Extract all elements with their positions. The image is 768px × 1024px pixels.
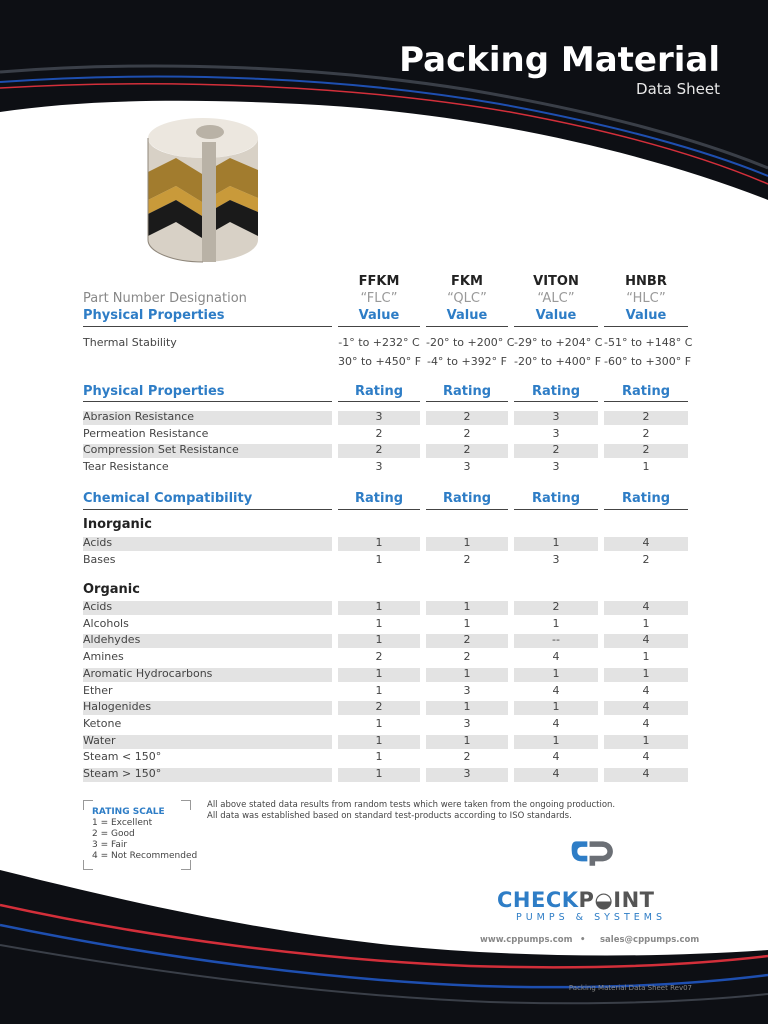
divider: [83, 326, 332, 327]
rating-cell: 1: [375, 633, 383, 647]
rating-cell: 2: [463, 633, 471, 647]
chem-rating-label-fkm: Rating: [442, 491, 491, 506]
rating-cell: 4: [552, 716, 560, 730]
row-label: Halogenides: [83, 700, 152, 714]
divider: [514, 326, 598, 327]
divider: [514, 509, 598, 510]
rating-cell: 4: [642, 716, 650, 730]
column-fkm-name: FKM: [451, 274, 483, 289]
rating-cell: 1: [375, 616, 383, 630]
rating-cell: 2: [463, 650, 471, 664]
rating-cell: 4: [642, 683, 650, 697]
rating-cell: 2: [552, 443, 560, 457]
box-corner: [83, 860, 93, 870]
inorganic-title: Inorganic: [83, 517, 152, 532]
rating-cell: 4: [642, 633, 650, 647]
email-link[interactable]: sales@cppumps.com: [600, 935, 700, 945]
rating-cell: 1: [375, 716, 383, 730]
thermal-fahrenheit-viton: -20° to +400° F: [514, 355, 602, 368]
row-label: Tear Resistance: [83, 460, 169, 474]
column-fkm-code: “QLC”: [447, 291, 487, 306]
brand-name-part1: CHECK: [497, 888, 579, 912]
rating-cell: 3: [552, 460, 560, 474]
rating-cell: 1: [375, 536, 383, 549]
row-label: Permeation Resistance: [83, 426, 209, 440]
rating-cell: 2: [375, 700, 383, 714]
divider: [83, 509, 332, 510]
rating-cell: 1: [552, 666, 560, 680]
rating-cell: 3: [375, 410, 383, 423]
rating-cell: 1: [552, 536, 560, 549]
rating-cell: 1: [375, 600, 383, 613]
brand-o-icon: ◒: [594, 888, 614, 912]
row-band: [83, 735, 332, 749]
rating-cell: 1: [642, 733, 650, 747]
row-label: Abrasion Resistance: [83, 410, 195, 423]
row-label: Ketone: [83, 716, 122, 730]
rating-scale-title: RATING SCALE: [92, 807, 165, 817]
physical-ratings-header: Physical Properties: [83, 384, 225, 399]
note-line-2: All data was established based on standard test-products according to ISO standards.: [207, 811, 572, 821]
rating-cell: 4: [552, 683, 560, 697]
rating-cell: 1: [375, 666, 383, 680]
divider: [604, 326, 688, 327]
rating-cell: 4: [642, 767, 650, 780]
part-number-label: Part Number Designation: [83, 291, 247, 306]
rating-scale-item: 1 = Excellent: [92, 818, 153, 828]
organic-title: Organic: [83, 582, 140, 597]
column-ffkm-code: “FLC”: [360, 291, 398, 306]
checkpoint-logo-icon: [496, 838, 692, 888]
rating-scale-item: 3 = Fair: [92, 840, 128, 850]
rating-label-fkm: Rating: [442, 384, 491, 399]
page-title: Packing Material: [399, 40, 720, 80]
rating-cell: 1: [375, 552, 383, 566]
rating-cell: 1: [375, 733, 383, 747]
divider: [604, 509, 688, 510]
row-label: Ether: [83, 683, 113, 697]
note-line-1: All above stated data results from random tests which were taken from the ongoing production.: [207, 800, 616, 810]
rating-cell: 4: [552, 750, 560, 764]
rating-cell: 1: [375, 683, 383, 697]
thermal-celsius-viton: -29° to +204° C: [514, 336, 603, 349]
physical-properties-header: Physical Properties: [83, 308, 225, 323]
divider: [83, 401, 332, 402]
rating-cell: 1: [463, 733, 471, 747]
column-ffkm-value-label: Value: [358, 308, 400, 323]
rating-cell: 2: [642, 443, 650, 457]
contact-separator: •: [580, 935, 586, 945]
row-label: Water: [83, 733, 116, 747]
rating-cell: 1: [463, 616, 471, 630]
box-corner: [181, 800, 191, 810]
rating-cell: 2: [463, 426, 471, 440]
rating-cell: 1: [552, 700, 560, 714]
rating-cell: --: [552, 633, 560, 647]
column-viton-code: “ALC”: [537, 291, 575, 306]
rating-cell: 2: [375, 426, 383, 440]
divider: [338, 401, 420, 402]
rating-cell: 4: [642, 600, 650, 613]
rating-label-hnbr: Rating: [621, 384, 670, 399]
brand-name-part3: INT: [613, 888, 655, 912]
rating-cell: 1: [463, 536, 471, 549]
divider: [338, 509, 420, 510]
row-band: [83, 601, 332, 615]
brand-tagline: PUMPS & SYSTEMS: [516, 912, 666, 923]
column-hnbr-value-label: Value: [625, 308, 667, 323]
thermal-celsius-fkm: -20° to +200° C: [426, 336, 515, 349]
rating-cell: 4: [642, 536, 650, 549]
rating-cell: 1: [463, 666, 471, 680]
rating-cell: 4: [642, 700, 650, 714]
row-label: Aromatic Hydrocarbons: [83, 666, 213, 680]
divider: [338, 326, 420, 327]
rating-cell: 1: [552, 616, 560, 630]
column-hnbr-name: HNBR: [625, 274, 667, 289]
rating-cell: 3: [375, 460, 383, 474]
rating-cell: 3: [463, 683, 471, 697]
row-label: Acids: [83, 536, 113, 549]
column-viton-value-label: Value: [535, 308, 577, 323]
row-label: Amines: [83, 650, 124, 664]
column-fkm-value-label: Value: [446, 308, 488, 323]
rating-cell: 1: [375, 750, 383, 764]
rating-label-viton: Rating: [531, 384, 580, 399]
rating-cell: 3: [463, 716, 471, 730]
row-band: [83, 537, 332, 551]
rating-cell: 3: [552, 410, 560, 423]
thermal-fahrenheit-hnbr: -60° to +300° F: [604, 355, 692, 368]
row-label: Steam < 150°: [83, 750, 162, 764]
divider: [426, 401, 508, 402]
thermal-stability-label: Thermal Stability: [83, 336, 177, 349]
row-label: Bases: [83, 552, 116, 566]
row-label: Aldehydes: [83, 633, 141, 647]
rating-cell: 3: [552, 426, 560, 440]
rating-cell: 1: [463, 700, 471, 714]
rating-cell: 2: [375, 443, 383, 457]
row-label: Acids: [83, 600, 113, 613]
rating-cell: 2: [642, 426, 650, 440]
rating-cell: 4: [552, 650, 560, 664]
thermal-fahrenheit-ffkm: 30° to +450° F: [338, 355, 422, 368]
rating-scale-item: 4 = Not Recommended: [92, 851, 198, 861]
divider: [426, 509, 508, 510]
divider: [514, 401, 598, 402]
row-label: Steam > 150°: [83, 767, 162, 780]
brand-name-part2: P: [578, 888, 595, 912]
brand-name: [497, 888, 654, 912]
rating-cell: 2: [642, 410, 650, 423]
chem-rating-label-ffkm: Rating: [354, 491, 403, 506]
column-hnbr-code: “HLC”: [626, 291, 666, 306]
rating-cell: 1: [463, 600, 471, 613]
rating-scale-box: [83, 800, 198, 870]
rating-cell: 2: [463, 410, 471, 423]
column-ffkm-name: FFKM: [358, 274, 400, 289]
rating-cell: 2: [463, 750, 471, 764]
chem-rating-label-hnbr: Rating: [621, 491, 670, 506]
chemical-compatibility-header: Chemical Compatibility: [83, 491, 253, 506]
rating-cell: 1: [642, 460, 650, 474]
divider: [426, 326, 508, 327]
box-corner: [181, 860, 191, 870]
row-label: Compression Set Resistance: [83, 443, 239, 457]
thermal-fahrenheit-fkm: -4° to +392° F: [426, 355, 508, 368]
column-viton-name: VITON: [533, 274, 579, 289]
rating-cell: 1: [375, 767, 383, 780]
rating-cell: 2: [375, 650, 383, 664]
row-label: Alcohols: [83, 616, 129, 630]
chem-rating-label-viton: Rating: [531, 491, 580, 506]
divider: [604, 401, 688, 402]
rating-scale-item: 2 = Good: [92, 829, 135, 839]
rating-cell: 2: [552, 600, 560, 613]
document-revision: Packing Material Data Sheet Rev07: [568, 984, 692, 992]
rating-cell: 4: [642, 750, 650, 764]
rating-cell: 1: [642, 616, 650, 630]
thermal-celsius-ffkm: -1° to +232° C: [338, 336, 420, 349]
rating-cell: 2: [463, 443, 471, 457]
rating-cell: 2: [463, 552, 471, 566]
rating-cell: 1: [642, 666, 650, 680]
website-link[interactable]: www.cppumps.com: [480, 935, 573, 945]
rating-cell: 4: [552, 767, 560, 780]
page-subtitle: Data Sheet: [636, 80, 720, 98]
rating-cell: 3: [552, 552, 560, 566]
rating-cell: 1: [552, 733, 560, 747]
thermal-celsius-hnbr: -51° to +148° C: [604, 336, 693, 349]
rating-cell: 3: [463, 767, 471, 780]
rating-cell: 3: [463, 460, 471, 474]
rating-cell: 1: [642, 650, 650, 664]
rating-label-ffkm: Rating: [354, 384, 403, 399]
rating-cell: 2: [642, 552, 650, 566]
